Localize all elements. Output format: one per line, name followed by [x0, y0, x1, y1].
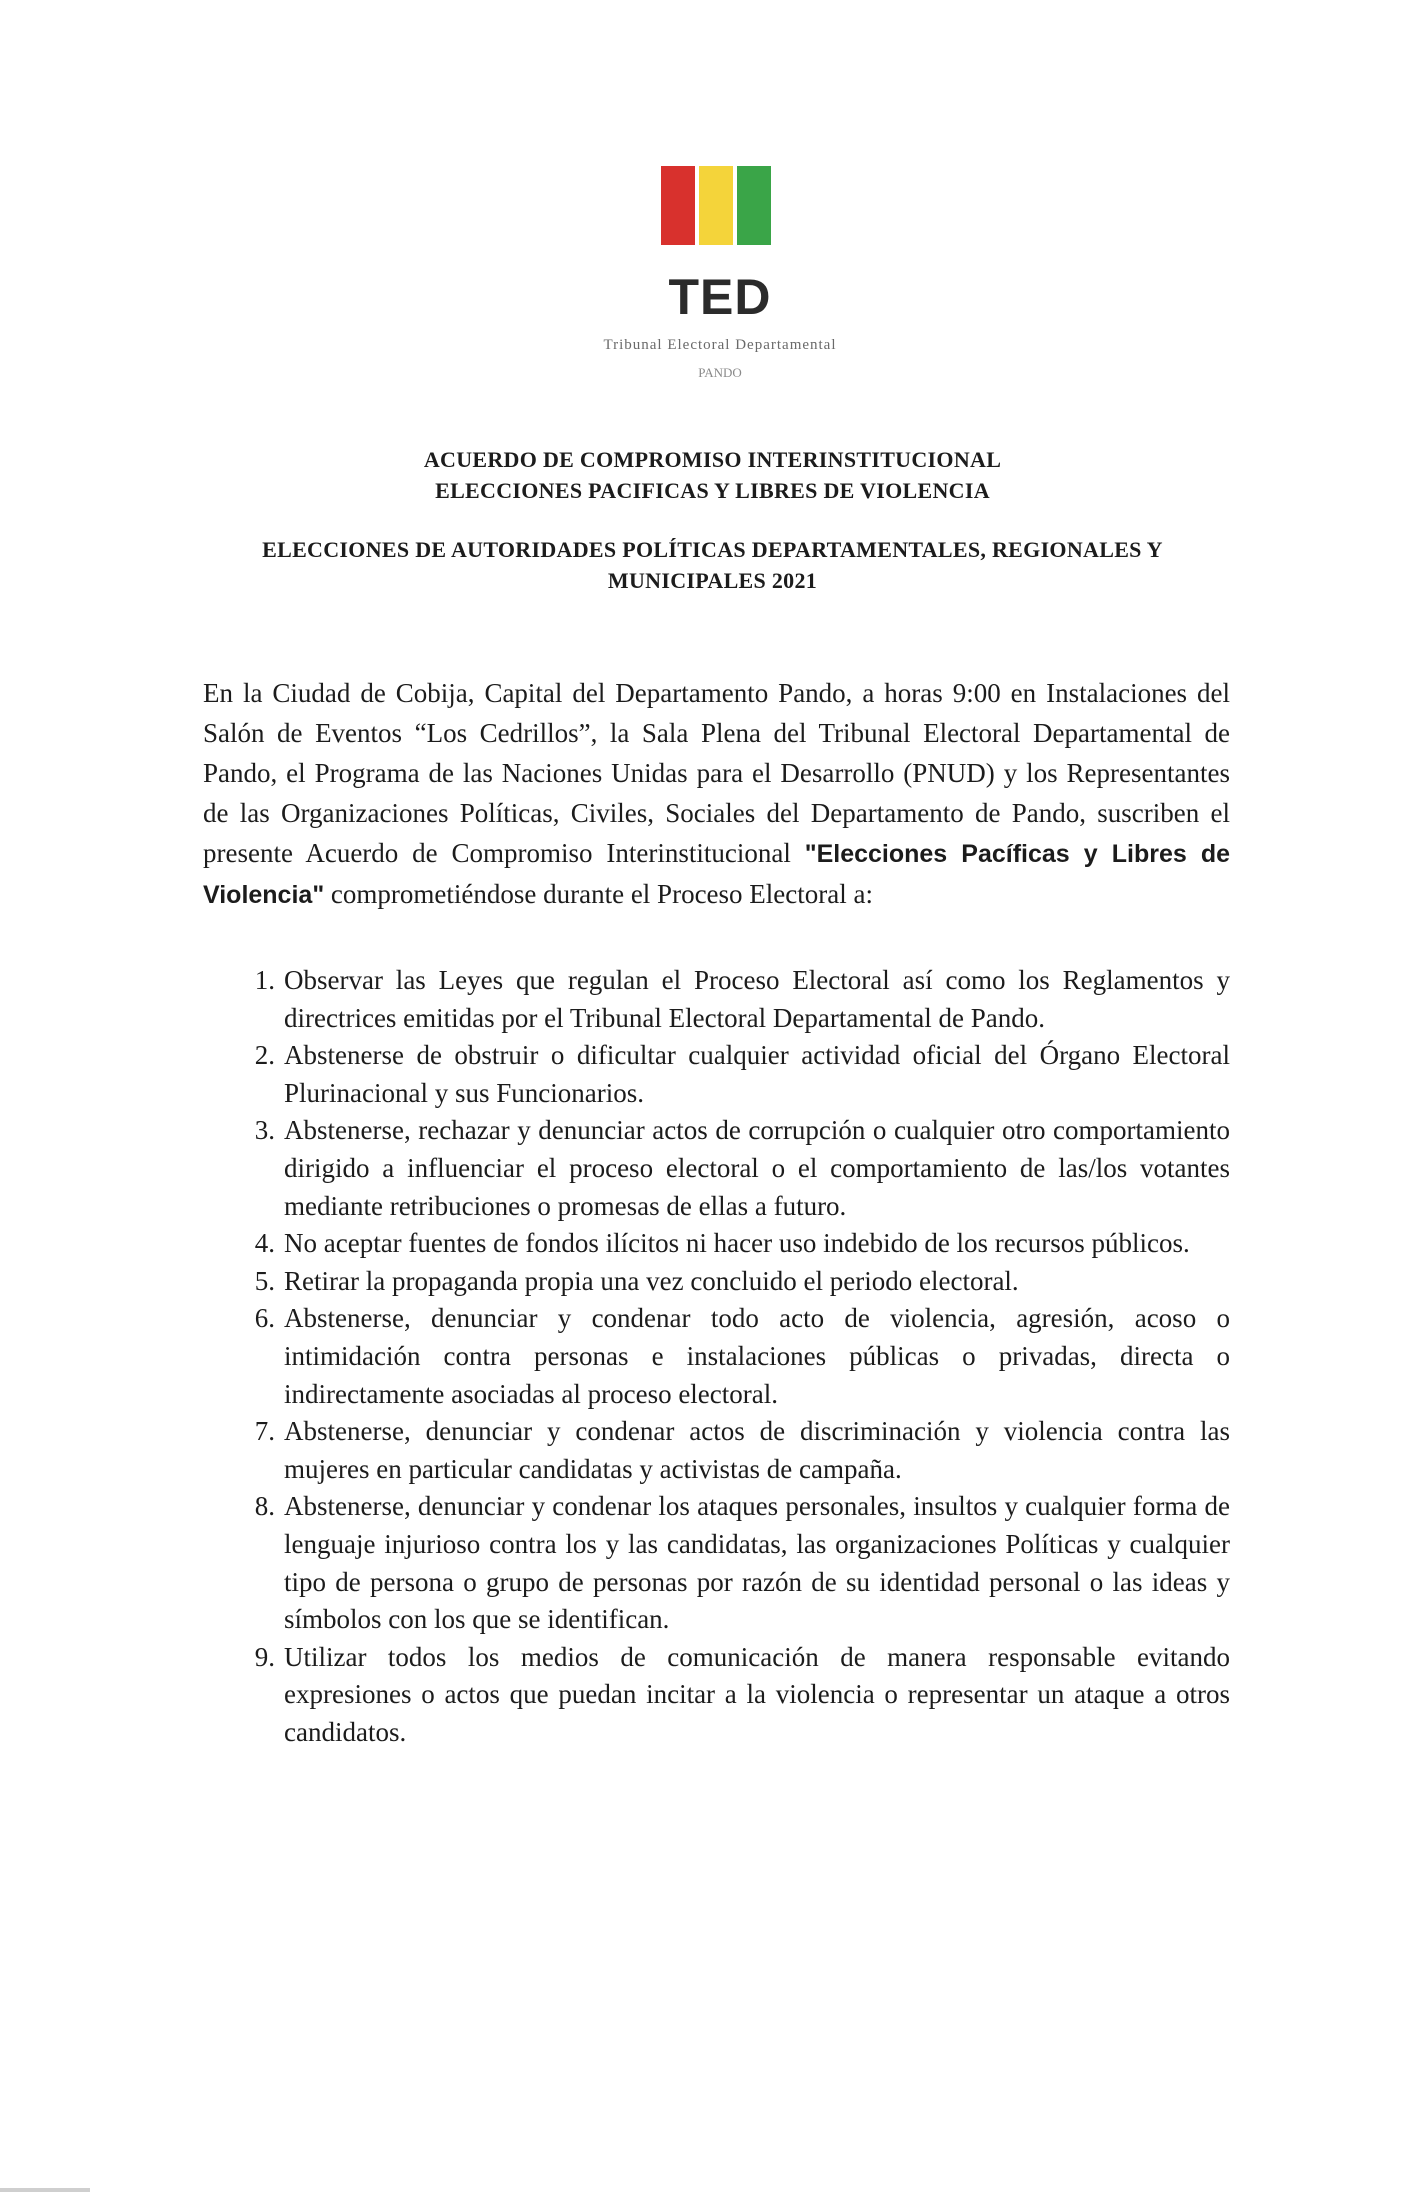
intro-paragraph	[203, 673, 1230, 915]
list-item	[203, 1639, 1230, 1752]
list-item-number: 2.	[254, 1040, 275, 1071]
list-item-number: 4.	[254, 1228, 275, 1259]
intro-text-before: En la Ciudad de Cobija, Capital del Departamento Pando, a horas 9:00 en Instalaciones del Salón de Eventos “Los Cedrillos”, la Sala Plena del Tribunal Electoral Departamental de Pando, el Programa de las Naciones Unidas para el Desarrollo (PNUD) y los Representantes de las Organizaciones Políticas, Civiles, Sociales del Departamento de Pando, suscriben el presente Acuerdo de Compromiso Interinstitucional	[203, 678, 1230, 868]
scan-edge-mark	[0, 2188, 90, 2192]
list-item	[203, 1300, 1230, 1413]
list-item	[203, 1225, 1230, 1263]
list-item-text: Abstenerse, denunciar y condenar todo acto de violencia, agresión, acoso o intimidación contra personas e instalaciones públicas o privadas, directa o indirectamente asociadas al proceso electoral.	[284, 1303, 1230, 1409]
list-item-text: Abstenerse, denunciar y condenar los ataques personales, insultos y cualquier forma de lenguaje injurioso contra los y las candidatas, las organizaciones Políticas y cualquier tipo de persona o grupo de personas por razón de su identidad personal o las ideas y símbolos con los que se identifican.	[284, 1491, 1230, 1635]
list-item	[203, 1037, 1230, 1112]
list-item-number: 5.	[254, 1265, 275, 1296]
list-item-text: Abstenerse, rechazar y denunciar actos de corrupción o cualquier otro comportamiento dirigido a influenciar el proceso electoral o el comportamiento de las/los votantes mediante retribuciones o promesas de ellas a futuro.	[284, 1115, 1230, 1221]
list-item-text: Retirar la propaganda propia una vez concluido el periodo electoral.	[284, 1265, 1019, 1296]
list-item-number: 6.	[254, 1303, 275, 1334]
list-item-number: 3.	[254, 1115, 275, 1146]
list-item-text: Abstenerse, denunciar y condenar actos de discriminación y violencia contra las mujeres en particular candidatas y activistas de campaña.	[284, 1416, 1230, 1484]
ted-logo	[661, 166, 771, 245]
title-line-1: ACUERDO DE COMPROMISO INTERINSTITUCIONAL	[423, 447, 1002, 472]
logo-bar-green	[737, 166, 771, 245]
list-item	[203, 1488, 1230, 1638]
list-item-number: 8.	[254, 1491, 275, 1522]
intro-text-after: comprometiéndose durante el Proceso Electoral a:	[324, 879, 873, 909]
logo-acronym: TED	[668, 269, 772, 325]
logo-subtitle: Tribunal Electoral Departamental	[603, 337, 837, 353]
subtitle-line-1: ELECCIONES DE AUTORIDADES POLÍTICAS DEPARTAMENTALES, REGIONALES Y	[262, 537, 1163, 562]
list-item-number: 7.	[254, 1416, 275, 1447]
list-item	[203, 1263, 1230, 1301]
logo-bar-yellow	[699, 166, 733, 245]
agreement-name: "Elecciones Pacíficas y Libres de Violencia"	[203, 840, 1230, 909]
subtitle-line-2: MUNICIPALES 2021	[607, 568, 818, 593]
commitment-list	[203, 962, 1230, 1751]
list-item-text: No aceptar fuentes de fondos ilícitos ni hacer uso indebido de los recursos públicos.	[284, 1228, 1190, 1259]
list-item	[203, 1413, 1230, 1488]
list-item-number: 9.	[254, 1641, 275, 1672]
list-item-text: Abstenerse de obstruir o dificultar cualquier actividad oficial del Órgano Electoral Plurinacional y sus Funcionarios.	[284, 1040, 1230, 1108]
list-item	[203, 1112, 1230, 1225]
list-item-text: Observar las Leyes que regulan el Proceso Electoral así como los Reglamentos y directrices emitidas por el Tribunal Electoral Departamental de Pando.	[284, 965, 1230, 1033]
list-item-text: Utilizar todos los medios de comunicación de manera responsable evitando expresiones o actos que puedan incitar a la violencia o representar un ataque a otros candidatos.	[284, 1641, 1230, 1747]
title-line-2: ELECCIONES PACIFICAS Y LIBRES DE VIOLENCIA	[435, 478, 990, 503]
logo-bar-red	[661, 166, 695, 245]
list-item	[203, 962, 1230, 1037]
logo-subtitle-2: PANDO	[698, 365, 742, 380]
list-item-number: 1.	[254, 965, 275, 995]
